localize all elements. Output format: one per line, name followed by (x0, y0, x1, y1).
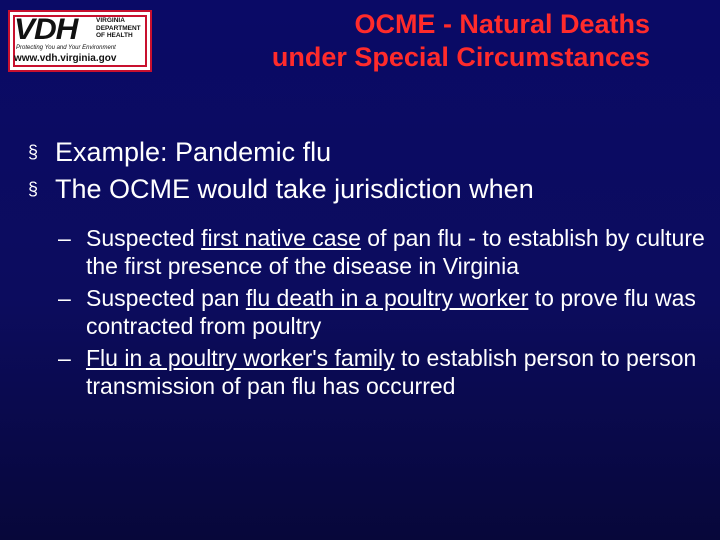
bullet-item (28, 171, 708, 208)
sub-bullet-list (58, 224, 708, 404)
sub-bullet-text: of pan flu - to establish by culture the first presence of the disease in Virginia (86, 225, 705, 279)
sub-bullet-item (58, 224, 708, 280)
bullet-text: Example: Pandemic flu (55, 137, 332, 167)
vdh-logo (8, 10, 152, 72)
bullet-marker: § (28, 142, 39, 162)
logo-org-line: OF HEALTH (96, 32, 133, 39)
sub-bullet-marker: – (58, 345, 71, 371)
sub-bullet-text: Suspected pan (86, 285, 246, 311)
sub-bullet-text: to establish person to person transmission of pan flu has occurred (86, 345, 697, 399)
sub-bullet-item (58, 284, 708, 340)
bullet-text: The OCME would take jurisdiction when (55, 174, 534, 204)
logo-org-line: VIRGINIA (96, 17, 125, 24)
sub-bullet-underlined: flu death in a poultry worker (245, 285, 529, 311)
sub-bullet-underlined: first native case (201, 225, 361, 251)
slide-title (160, 8, 650, 74)
logo-tagline: Protecting You and Your Environment (16, 45, 116, 51)
sub-bullet-underlined: Flu in a poultry worker's family (86, 345, 395, 371)
sub-bullet-text: to prove flu was contracted from poultry (86, 285, 696, 339)
logo-mark: VDH (14, 13, 78, 46)
logo-url: www.vdh.virginia.gov (14, 53, 117, 64)
bullet-list (28, 134, 708, 208)
bullet-marker: § (28, 179, 39, 199)
logo-org-line: DEPARTMENT (96, 24, 141, 32)
logo-org-name (96, 17, 146, 40)
sub-bullet-item (58, 344, 708, 400)
bullet-item (28, 134, 708, 171)
sub-bullet-text: Suspected (86, 225, 202, 251)
title-line-2: under Special Circumstances (271, 42, 650, 72)
sub-bullet-marker: – (58, 225, 71, 251)
sub-bullet-marker: – (58, 285, 71, 311)
title-line-1: OCME - Natural Deaths (354, 9, 650, 39)
